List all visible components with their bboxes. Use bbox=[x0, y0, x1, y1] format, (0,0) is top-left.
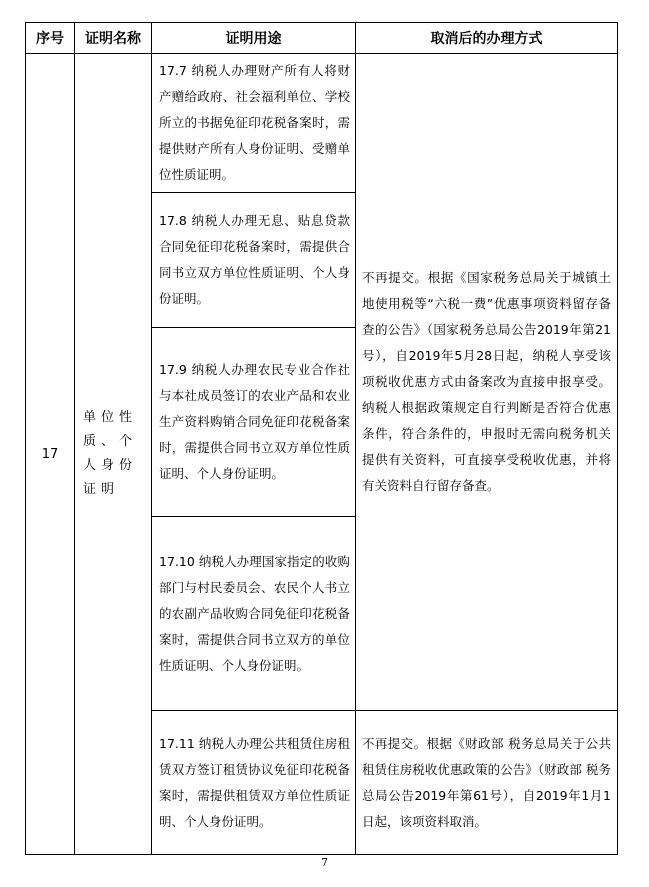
seq-cell: 17 bbox=[26, 54, 75, 855]
header-purpose: 证明用途 bbox=[152, 23, 356, 54]
purpose-17-7: 17.7 纳税人办理财产所有人将财产赠给政府、社会福利单位、学校所立的书据免征印花税备案时，需提供财产所有人身份证明、受赠单位性质证明。 bbox=[152, 54, 356, 193]
purpose-17-9: 17.9 纳税人办理农民专业合作社与本社成员签订的农业产品和农业生产资料购销合同免征印花税备案时，需提供合同书立双方单位性质证明、个人身份证明。 bbox=[152, 328, 356, 517]
header-method: 取消后的办理方式 bbox=[356, 23, 618, 54]
header-cert-name: 证明名称 bbox=[75, 23, 152, 54]
purpose-17-11: 17.11 纳税人办理公共租赁住房租赁双方签订租赁协议免征印花税备案时，需提供租赁双方单位性质证明、个人身份证明。 bbox=[152, 711, 356, 855]
table-row bbox=[26, 54, 618, 193]
header-row bbox=[26, 23, 618, 54]
cert-name-cell: 单位性质、个人身份证明 bbox=[75, 54, 152, 855]
page-number: 7 bbox=[321, 856, 328, 869]
header-seq: 序号 bbox=[26, 23, 75, 54]
method-cell-rental: 不再提交。根据《财政部 税务总局关于公共租赁住房税收优惠政策的公告》（财政部 税务总局公告2019年第61号），自2019年1月1日起，该项资料取消。 bbox=[356, 711, 618, 855]
certificate-table bbox=[25, 22, 618, 855]
purpose-17-10: 17.10 纳税人办理国家指定的收购部门与村民委员会、农民个人书立的农副产品收购合同免征印花税备案时，需提供合同书立双方的单位性质证明、个人身份证明。 bbox=[152, 517, 356, 711]
method-cell-main: 不再提交。根据《国家税务总局关于城镇土地使用税等“六税一费”优惠事项资料留存备查的公告》（国家税务总局公告2019年第21号），自2019年5月28日起，纳税人享受该项税收优惠方式由备案改为直接申报享受。纳税人根据政策规定自行判断是否符合优惠条件，符合条件的，申报时无需向税务机关提供有关资料，可直接享受税收优惠，并将有关资料自行留存备查。 bbox=[356, 54, 618, 711]
purpose-17-8: 17.8 纳税人办理无息、贴息贷款合同免征印花税备案时，需提供合同书立双方单位性质证明、个人身份证明。 bbox=[152, 193, 356, 328]
